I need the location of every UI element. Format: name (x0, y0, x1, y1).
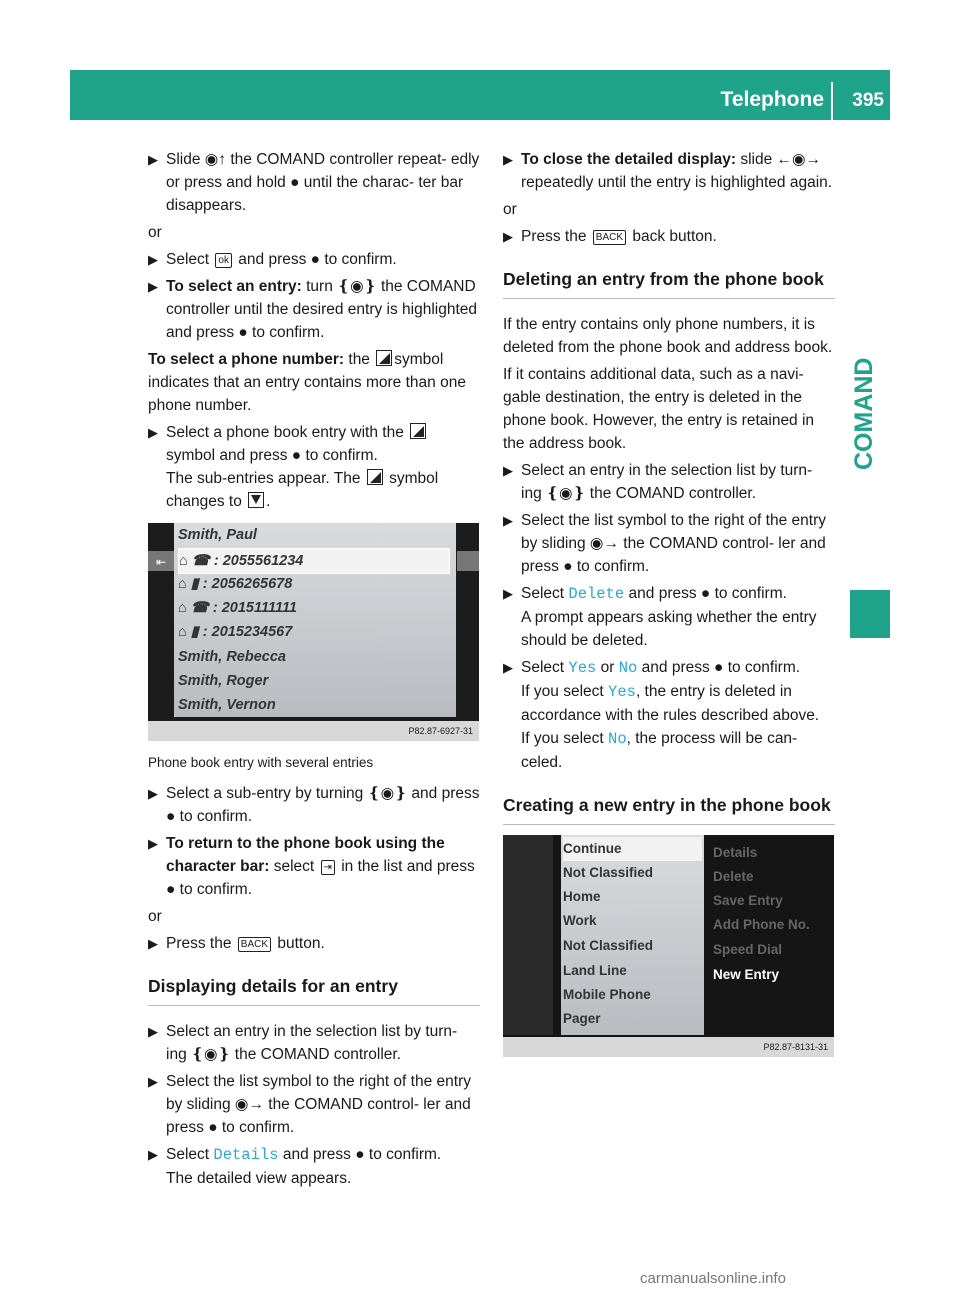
bullet: ▶ To close the detailed display: slide ←◉→ repeatedly until the entry is highlighted again. (503, 151, 833, 191)
section-heading: Displaying details for an entry (148, 975, 480, 1006)
menu-item: Home (563, 889, 601, 904)
list-symbol-icon (457, 551, 479, 571)
section-title: Telephone (720, 88, 824, 111)
option-item: Speed Dial (713, 942, 783, 957)
bullet: ▶ Select a phone book entry with the symbol and press ● to confirm. The sub-entries appear. The symbol changes to . (148, 424, 439, 510)
bullet: ▶ Select Details and press ● to confirm. The detailed view appears. (148, 1146, 442, 1187)
section-heading: Deleting an entry from the phone book (503, 268, 835, 299)
bullet: ▶ Press the BACK button. (148, 935, 325, 952)
option-item: Add Phone No. (713, 917, 810, 932)
phonebook-screenshot (148, 523, 479, 741)
list-item: ⌂ ▮ : 2015234567 (178, 624, 293, 640)
option-item: Details (713, 845, 758, 860)
menu-item: Pager (563, 1011, 601, 1026)
bullet: ▶ Select Delete and press ● to confirm. A prompt appears asking whether the entry should be deleted. (503, 585, 817, 649)
side-tab (850, 590, 890, 638)
list-item: Smith, Vernon (178, 697, 276, 713)
menu-item: Land Line (563, 963, 627, 978)
menu-item: Continue (563, 837, 702, 861)
or-text: or (148, 224, 162, 241)
left-panel (503, 835, 553, 1035)
page-header (70, 70, 890, 120)
list-item: ⌂ ▮ : 2056265678 (178, 576, 293, 592)
or-text: or (148, 908, 162, 925)
paragraph: If the entry contains only phone numbers, it is deleted from the phone book and address book. (503, 316, 833, 356)
bullet: ▶ Select Yes or No and press ● to confirm. If you select Yes, the entry is deleted in accordance with the rules described above. If you select No, the process will be can- celed. (503, 659, 820, 771)
bullet: ▶ Press the BACK back button. (503, 228, 717, 245)
left-column (148, 148, 480, 1194)
triangle-icon (376, 350, 392, 366)
watermark: carmanualsonline.info (640, 1270, 786, 1287)
triangle-icon (367, 469, 383, 485)
header-divider (831, 82, 833, 120)
image-reference: P82.87-6927-31 (148, 721, 479, 741)
list-item: ⌂ ☎ : 2015111111 (178, 600, 297, 616)
bullet: ▶ Select the list symbol to the right of the entry by sliding ◉→ the COMAND control- ler and press ● to confirm. (503, 512, 826, 575)
back-list-icon: ⇤ (148, 551, 174, 571)
bullet: ▶ Select the list symbol to the right of the entry by sliding ◉→ the COMAND control- ler and press ● to confirm. (148, 1073, 471, 1136)
paragraph: To select a phone number: the symbol indicates that an entry contains more than one phone number. (148, 351, 466, 414)
bullet: ▶ Slide ◉↑ the COMAND controller repeat- edly or press and hold ● until the charac- ter bar disappears. (148, 151, 480, 214)
list-item: Smith, Roger (178, 673, 269, 689)
image-reference: P82.87-8131-31 (503, 1037, 834, 1057)
paragraph: If it contains additional data, such as a navi- gable destination, the entry is deleted in the phone book. However, the entry is retained in the address book. (503, 366, 815, 452)
list-item: Smith, Paul (178, 527, 257, 543)
option-item: Delete (713, 869, 754, 884)
menu-item: Not Classified (563, 865, 654, 880)
list-item: ⌂ ☎ : 2055561234 (178, 548, 450, 574)
right-column (503, 148, 835, 1057)
bullet: ▶ Select a sub-entry by turning ❴◉❵ and press ● to confirm. (148, 785, 480, 825)
bullet: ▶ Select ok and press ● to confirm. (148, 251, 397, 268)
list-item: Smith, Rebecca (178, 649, 286, 665)
bullet: ▶ To select an entry: turn ❴◉❵ the COMAND controller until the desired entry is highlighted and press ● to confirm. (148, 278, 478, 341)
bullet: ▶ Select an entry in the selection list by turn- ing ❴◉❵ the COMAND controller. (148, 1023, 458, 1063)
option-item: Save Entry (713, 893, 783, 908)
back-list-icon: ⇥ (321, 860, 335, 875)
menu-item: Not Classified (563, 938, 654, 953)
back-button-icon: BACK (238, 937, 271, 952)
figure-caption: Phone book entry with several entries (148, 755, 374, 770)
or-text: or (503, 201, 517, 218)
section-heading: Creating a new entry in the phone book (503, 794, 835, 825)
down-triangle-icon (248, 492, 264, 508)
menu-item: Work (563, 913, 597, 928)
ok-icon: ok (215, 253, 232, 268)
menu-item: Mobile Phone (563, 987, 651, 1002)
side-label: COMAND (850, 357, 878, 470)
bullet: ▶ To return to the phone book using the character bar: select ⇥ in the list and press ● to confirm. (148, 835, 475, 898)
new-entry-screenshot (503, 835, 834, 1057)
option-item: New Entry (713, 967, 780, 982)
triangle-icon (410, 423, 426, 439)
page-number: 395 (852, 90, 884, 111)
back-button-icon: BACK (593, 230, 626, 245)
bullet: ▶ Select an entry in the selection list by turn- ing ❴◉❵ the COMAND controller. (503, 462, 813, 502)
